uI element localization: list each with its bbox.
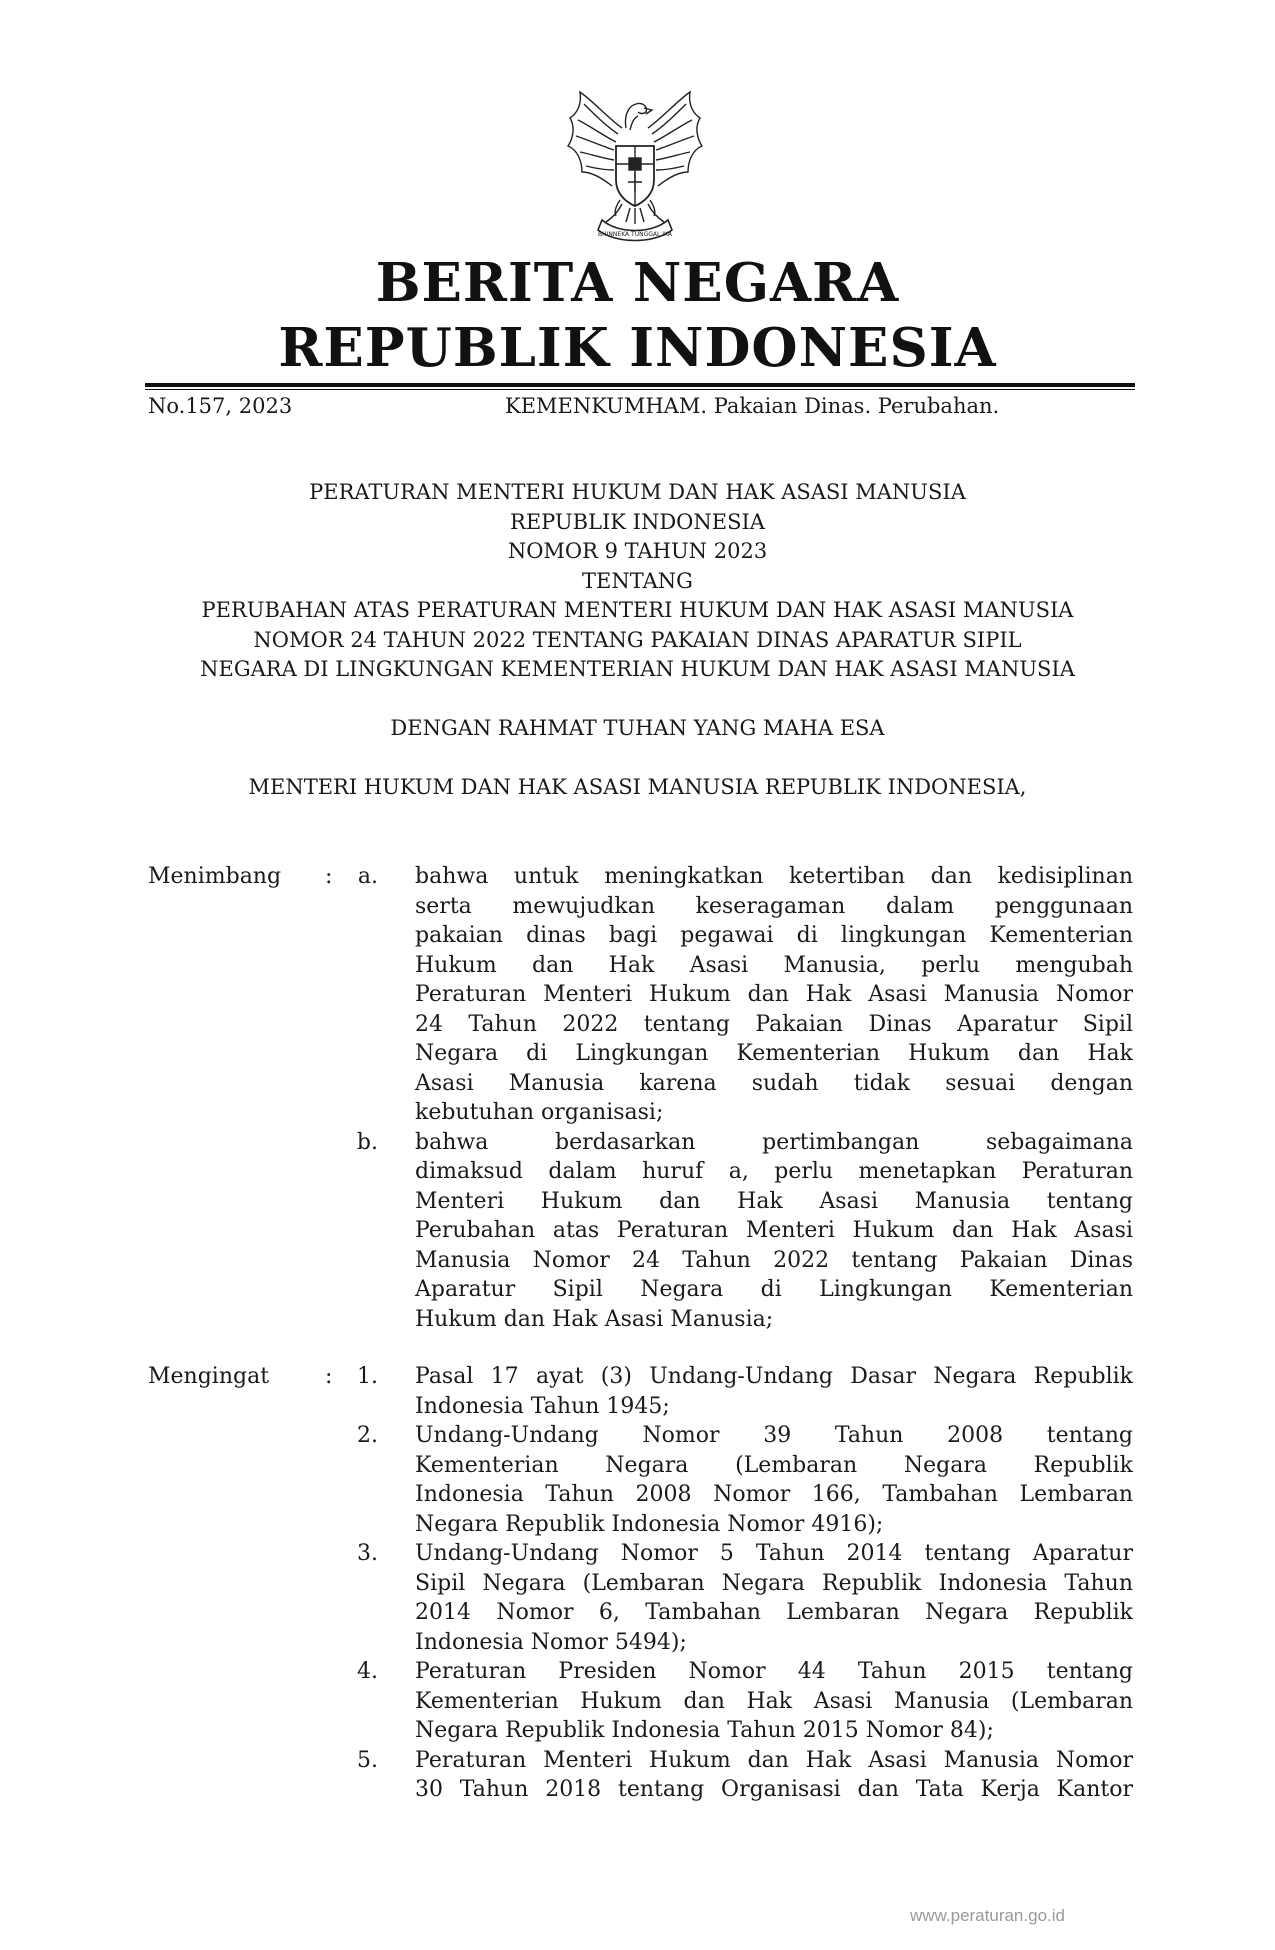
text-line: Kementerian Hukum dan Hak Asasi Manusia (Lembaran (415, 1688, 1133, 1714)
title-line: REPUBLIK INDONESIA (510, 509, 765, 534)
issue-subject: KEMENKUMHAM. Pakaian Dinas. Perubahan. (505, 394, 1000, 418)
masthead-rule-thick (145, 383, 1135, 387)
menimbang-item-mark: b. (356, 1129, 378, 1155)
mengingat-item-5 (415, 1746, 1133, 1805)
svg-text:BHINNEKA TUNGGAL IKA: BHINNEKA TUNGGAL IKA (598, 231, 672, 238)
title-line: TENTANG (582, 568, 693, 593)
text-line: Asasi Manusia karena sudah tidak sesuai dengan (415, 1070, 1133, 1096)
text-line: Hukum dan Hak Asasi Manusia, perlu mengubah (415, 952, 1133, 978)
text-line: Perubahan atas Peraturan Menteri Hukum dan Hak Asasi (415, 1218, 1133, 1243)
text-line: Peraturan Presiden Nomor 44 Tahun 2015 tentang (415, 1659, 1133, 1684)
mengingat-colon: : (325, 1364, 333, 1389)
title-line: NOMOR 24 TAHUN 2022 TENTANG PAKAIAN DINAS APARATUR SIPIL (253, 627, 1022, 652)
title-line: PERATURAN MENTERI HUKUM DAN HAK ASASI MANUSIA (309, 480, 966, 504)
issue-number: No.157, 2023 (148, 394, 293, 418)
mengingat-item-mark: 2. (357, 1423, 378, 1448)
text-line: 2014 Nomor 6, Tambahan Lembaran Negara Republik (415, 1600, 1133, 1625)
menimbang-colon: : (325, 864, 333, 889)
text-line: Indonesia Tahun 2008 Nomor 166, Tambahan Lembaran (415, 1482, 1133, 1507)
text-line: Menteri Hukum dan Hak Asasi Manusia tentang (415, 1188, 1133, 1214)
masthead-title-line2: REPUBLIK INDONESIA (278, 317, 997, 379)
text-line: Undang-Undang Nomor 5 Tahun 2014 tentang Aparatur (415, 1541, 1133, 1566)
text-line: Peraturan Menteri Hukum dan Hak Asasi Manusia Nomor (415, 982, 1133, 1007)
mengingat-item-1 (415, 1362, 1133, 1421)
text-line: Sipil Negara (Lembaran Negara Republik Indonesia Tahun (415, 1570, 1133, 1596)
text-line: 30 Tahun 2018 tentang Organisasi dan Tata Kerja Kantor (415, 1777, 1133, 1802)
mengingat-item-2 (415, 1421, 1133, 1539)
mengingat-item-mark: 1. (357, 1364, 378, 1389)
text-line: Indonesia Tahun 1945; (415, 1393, 670, 1419)
mengingat-item-3 (415, 1539, 1133, 1657)
footer-source-url: www.peraturan.go.id (910, 1906, 1065, 1925)
rahmat-line: DENGAN RAHMAT TUHAN YANG MAHA ESA (390, 716, 885, 740)
text-line: Aparatur Sipil Negara di Lingkungan Kementerian (415, 1277, 1133, 1302)
text-line: Kementerian Negara (Lembaran Negara Republik (415, 1452, 1133, 1478)
text-line: bahwa berdasarkan pertimbangan sebagaimana (415, 1129, 1133, 1155)
text-line: serta mewujudkan keseragaman dalam penggunaan (415, 893, 1133, 919)
mengingat-item-4 (415, 1657, 1133, 1746)
title-line: NEGARA DI LINGKUNGAN KEMENTERIAN HUKUM DAN HAK ASASI MANUSIA (200, 657, 1075, 681)
text-line: Peraturan Menteri Hukum dan Hak Asasi Manusia Nomor (415, 1747, 1133, 1773)
text-line: pakaian dinas bagi pegawai di lingkungan Kementerian (415, 923, 1133, 948)
menimbang-item-b (415, 1128, 1133, 1335)
text-line: Pasal 17 ayat (3) Undang-Undang Dasar Negara Republik (415, 1364, 1133, 1389)
masthead-rule-thin (145, 389, 1135, 390)
text-line: Hukum dan Hak Asasi Manusia; (415, 1306, 774, 1332)
title-line: NOMOR 9 TAHUN 2023 (507, 539, 768, 563)
text-line: bahwa untuk meningkatkan ketertiban dan kedisiplinan (415, 864, 1133, 889)
text-line: Undang-Undang Nomor 39 Tahun 2008 tentang (415, 1423, 1133, 1448)
text-line: Negara Republik Indonesia Nomor 4916); (415, 1511, 884, 1537)
regulation-title (120, 478, 1155, 685)
menimbang-label: Menimbang (148, 864, 282, 889)
text-line: dimaksud dalam huruf a, perlu menetapkan Peraturan (415, 1159, 1133, 1184)
mengingat-label: Mengingat (148, 1364, 270, 1389)
text-line: Negara Republik Indonesia Tahun 2015 Nomor 84); (415, 1718, 994, 1743)
text-line: 24 Tahun 2022 tentang Pakaian Dinas Aparatur Sipil (415, 1011, 1133, 1037)
mengingat-item-mark: 3. (357, 1541, 378, 1566)
text-line: Manusia Nomor 24 Tahun 2022 tentang Pakaian Dinas (415, 1247, 1133, 1273)
menteri-line: MENTERI HUKUM DAN HAK ASASI MANUSIA REPUBLIK INDONESIA, (248, 775, 1027, 799)
title-line: PERUBAHAN ATAS PERATURAN MENTERI HUKUM DAN HAK ASASI MANUSIA (201, 598, 1074, 622)
mengingat-item-mark: 4. (357, 1659, 378, 1684)
garuda-emblem-icon (560, 88, 710, 248)
text-line: Indonesia Nomor 5494); (415, 1629, 687, 1655)
mengingat-item-mark: 5. (357, 1747, 378, 1773)
masthead-title-line1: BERITA NEGARA (375, 252, 900, 314)
text-line: kebutuhan organisasi; (415, 1100, 664, 1125)
menimbang-item-mark: a. (357, 864, 378, 889)
text-line: Negara di Lingkungan Kementerian Hukum dan Hak (415, 1041, 1133, 1066)
menimbang-item-a (415, 862, 1133, 1128)
